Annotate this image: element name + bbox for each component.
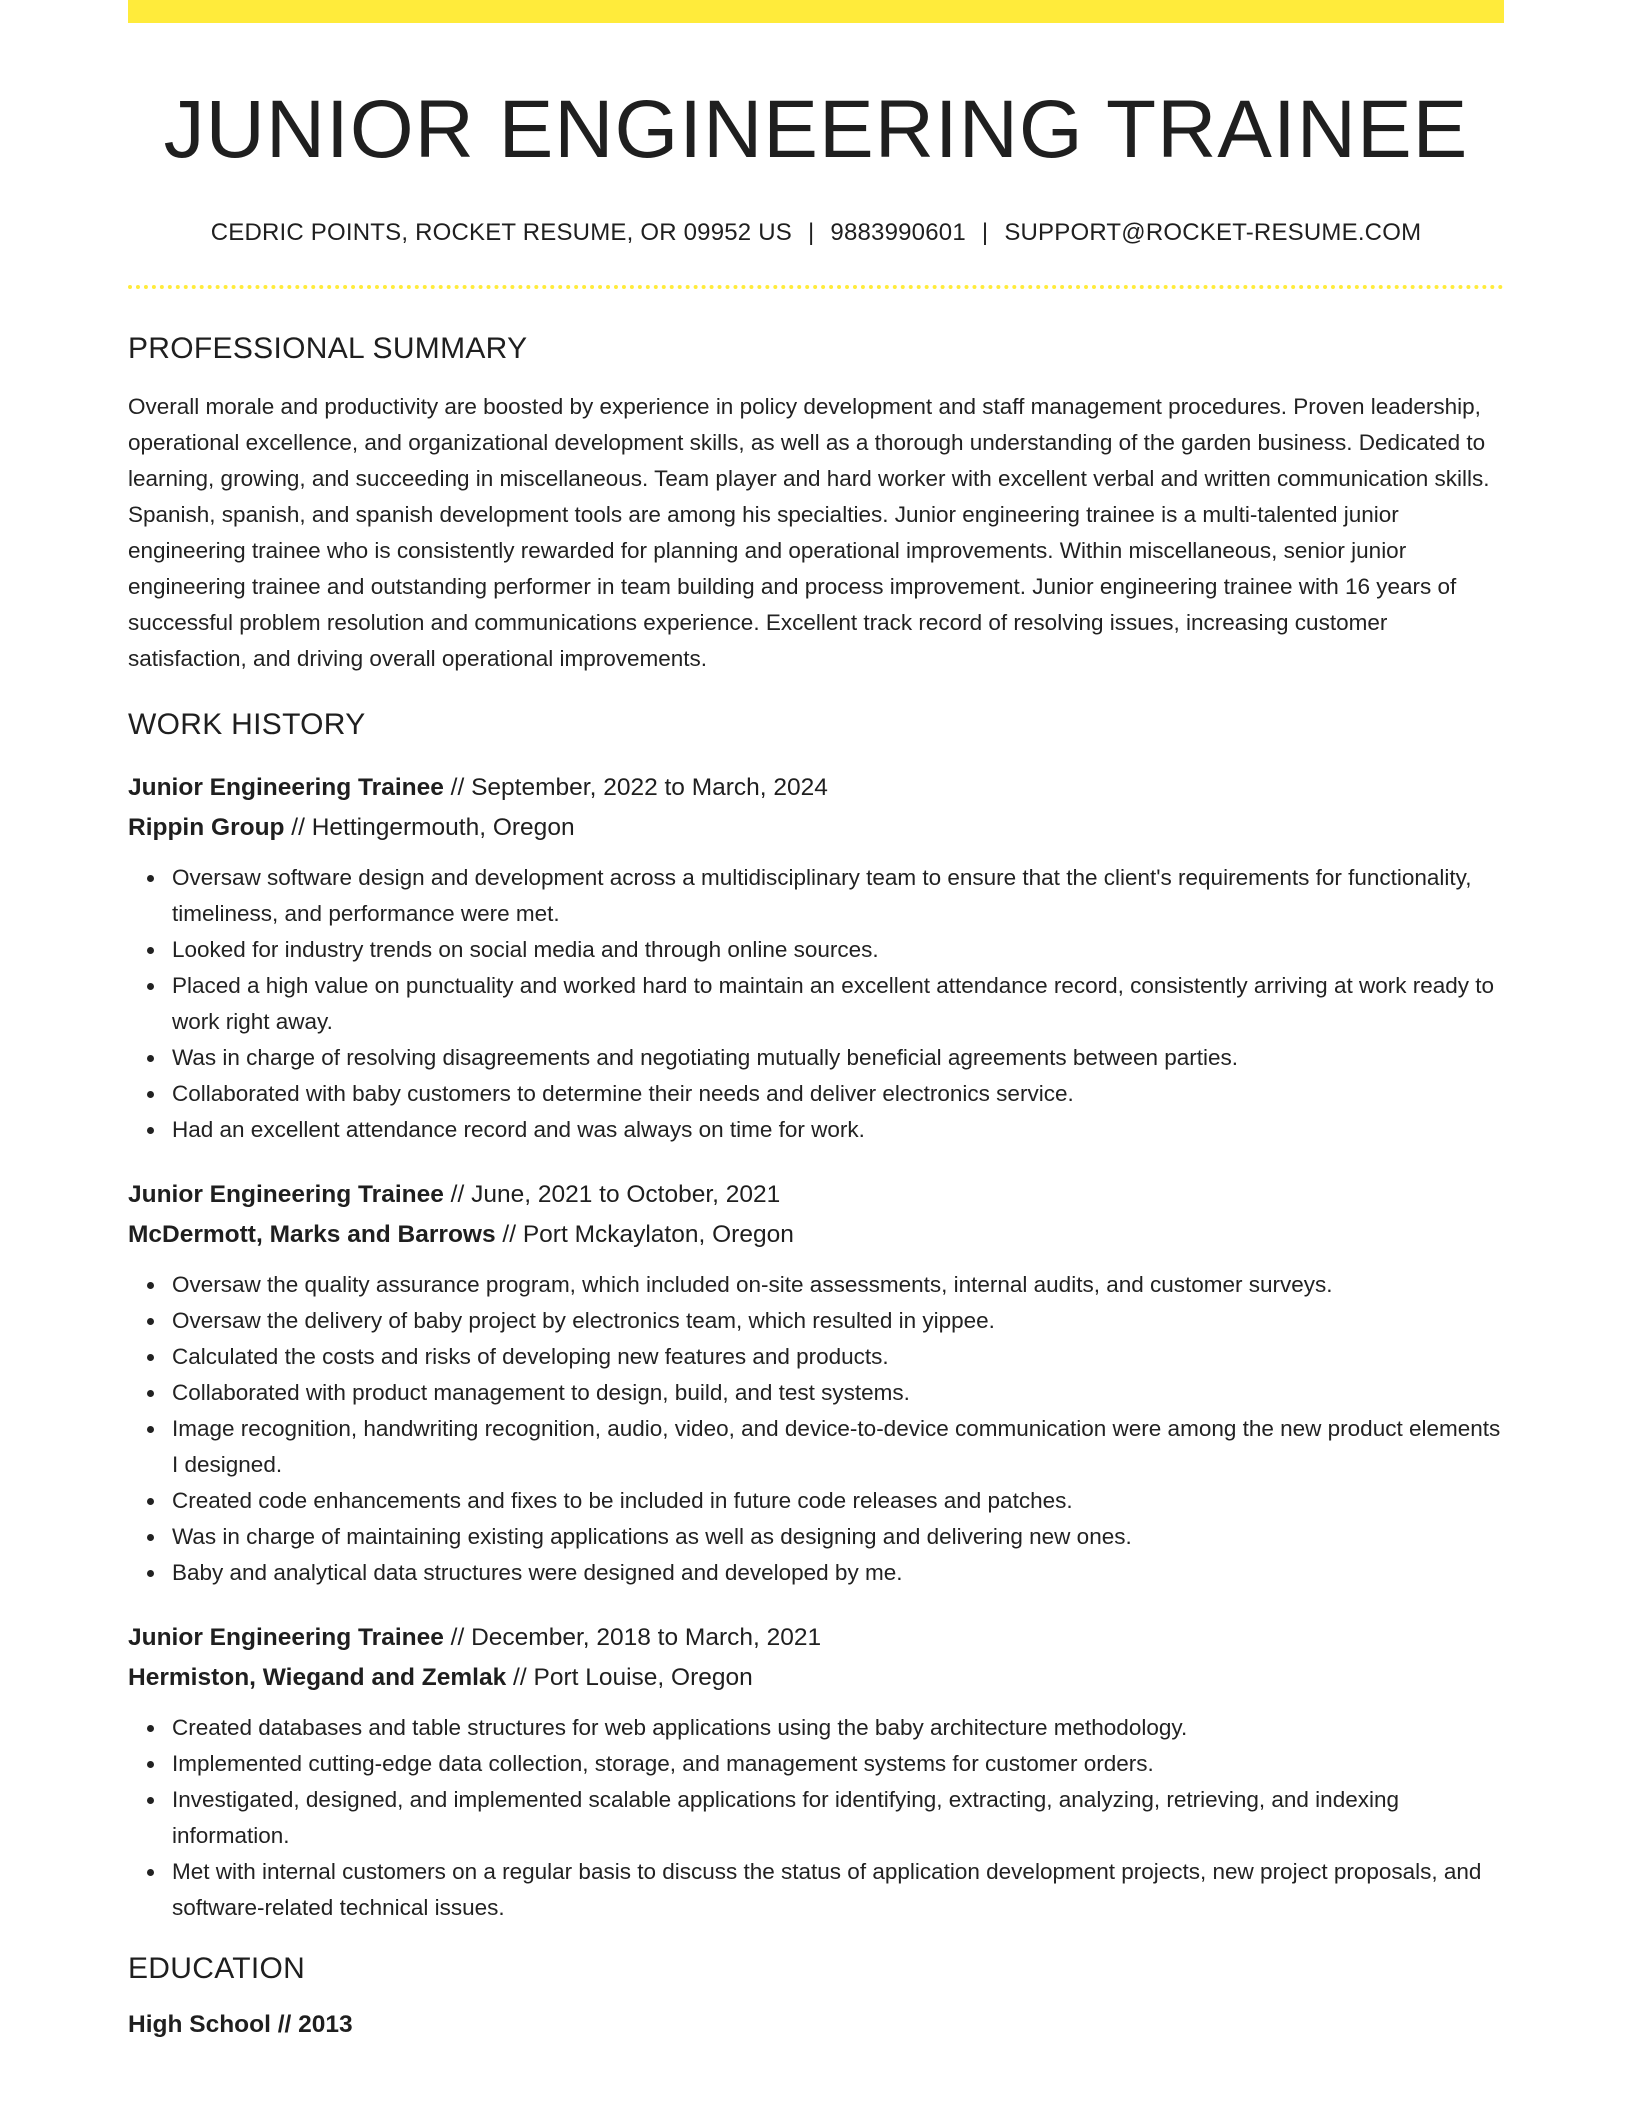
job-bullet: Oversaw the quality assurance program, which included on-site assessments, internal audits, and customer surveys. xyxy=(172,1267,1504,1303)
education-entry: High School // 2013 xyxy=(128,2011,353,2038)
job-bullet: Looked for industry trends on social media and through online sources. xyxy=(172,932,1504,968)
job-company: McDermott, Marks and Barrows xyxy=(128,1221,496,1248)
contact-phone[interactable]: 9883990601 xyxy=(830,219,966,246)
job-bullet: Collaborated with product management to design, build, and test systems. xyxy=(172,1375,1504,1411)
job-location: // Hettingermouth, Oregon xyxy=(284,814,575,841)
resume-content xyxy=(128,0,1504,2045)
resume-name-heading: JUNIOR ENGINEERING TRAINEE xyxy=(163,84,1469,175)
job-location: // Port Mckaylaton, Oregon xyxy=(495,1221,794,1248)
job-bullet: Implemented cutting-edge data collection, storage, and management systems for customer orders. xyxy=(172,1746,1504,1782)
job-dates: // June, 2021 to October, 2021 xyxy=(443,1181,781,1208)
job-bullet: Oversaw software design and development across a multidisciplinary team to ensure that the client's requirements for functionality, timeliness, and performance were met. xyxy=(172,860,1504,932)
job-bullet-list xyxy=(128,1267,1504,1591)
job-company-line xyxy=(128,808,1504,848)
job-bullet: Calculated the costs and risks of developing new features and products. xyxy=(172,1339,1504,1375)
job-entry xyxy=(128,1175,1504,1591)
job-bullet: Met with internal customers on a regular basis to discuss the status of application development projects, new project proposals, and software-related technical issues. xyxy=(172,1854,1504,1926)
job-bullet: Had an excellent attendance record and was always on time for work. xyxy=(172,1112,1504,1148)
job-entry xyxy=(128,1618,1504,1926)
job-bullet: Created code enhancements and fixes to be included in future code releases and patches. xyxy=(172,1483,1504,1519)
contact-separator: | xyxy=(981,219,989,246)
job-bullet: Image recognition, handwriting recognition, audio, video, and device-to-device communication were among the new product elements I designed. xyxy=(172,1411,1504,1483)
education-section-title: EDUCATION xyxy=(128,1952,306,1985)
contact-email[interactable]: SUPPORT@ROCKET-RESUME.COM xyxy=(1004,219,1422,246)
job-bullet-list xyxy=(128,1710,1504,1926)
job-role-line xyxy=(128,768,1504,808)
job-bullet: Baby and analytical data structures were designed and developed by me. xyxy=(172,1555,1504,1591)
job-bullet: Was in charge of maintaining existing applications as well as designing and delivering new ones. xyxy=(172,1519,1504,1555)
job-dates: // September, 2022 to March, 2024 xyxy=(443,774,828,801)
job-dates: // December, 2018 to March, 2021 xyxy=(443,1624,822,1651)
contact-line xyxy=(128,216,1504,250)
job-company: Hermiston, Wiegand and Zemlak xyxy=(128,1664,507,1691)
job-bullet: Was in charge of resolving disagreements and negotiating mutually beneficial agreements between parties. xyxy=(172,1040,1504,1076)
job-bullet: Placed a high value on punctuality and worked hard to maintain an excellent attendance record, consistently arriving at work ready to work right away. xyxy=(172,968,1504,1040)
summary-paragraph: Overall morale and productivity are boosted by experience in policy development and staff management procedures. Proven leadership, operational excellence, and organizational development skills, as well as a thorough understanding of the garden business. Dedicated to learning, growing, and succeeding in miscellaneous. Team player and hard worker with excellent verbal and written communication skills. Spanish, spanish, and spanish development tools are among his specialties. Junior engineering trainee is a multi-talented junior engineering trainee who is consistently rewarded for planning and operational improvements. Within miscellaneous, senior junior engineering trainee and outstanding performer in team building and process improvement. Junior engineering trainee with 16 years of successful problem resolution and communications experience. Excellent track record of resolving issues, increasing customer satisfaction, and driving overall operational improvements. xyxy=(128,394,1490,671)
job-role-line xyxy=(128,1175,1504,1215)
job-location: // Port Louise, Oregon xyxy=(506,1664,753,1691)
contact-separator: | xyxy=(807,219,815,246)
job-bullet-list xyxy=(128,860,1504,1148)
job-company-line xyxy=(128,1215,1504,1255)
job-company-line xyxy=(128,1658,1504,1698)
job-role: Junior Engineering Trainee xyxy=(128,1181,444,1208)
job-bullet: Investigated, designed, and implemented scalable applications for identifying, extracting, analyzing, retrieving, and indexing information. xyxy=(172,1782,1504,1854)
job-bullet: Created databases and table structures for web applications using the baby architecture methodology. xyxy=(172,1710,1504,1746)
job-role-line xyxy=(128,1618,1504,1658)
job-bullet: Oversaw the delivery of baby project by electronics team, which resulted in yippee. xyxy=(172,1303,1504,1339)
contact-address: CEDRIC POINTS, ROCKET RESUME, OR 09952 US xyxy=(210,219,792,246)
job-bullet: Collaborated with baby customers to determine their needs and deliver electronics service. xyxy=(172,1076,1504,1112)
job-role: Junior Engineering Trainee xyxy=(128,774,444,801)
dotted-divider xyxy=(128,285,1504,289)
job-role: Junior Engineering Trainee xyxy=(128,1624,444,1651)
summary-section-title: PROFESSIONAL SUMMARY xyxy=(128,332,528,365)
job-company: Rippin Group xyxy=(128,814,285,841)
work-history-section-title: WORK HISTORY xyxy=(128,708,366,741)
job-entry xyxy=(128,768,1504,1148)
